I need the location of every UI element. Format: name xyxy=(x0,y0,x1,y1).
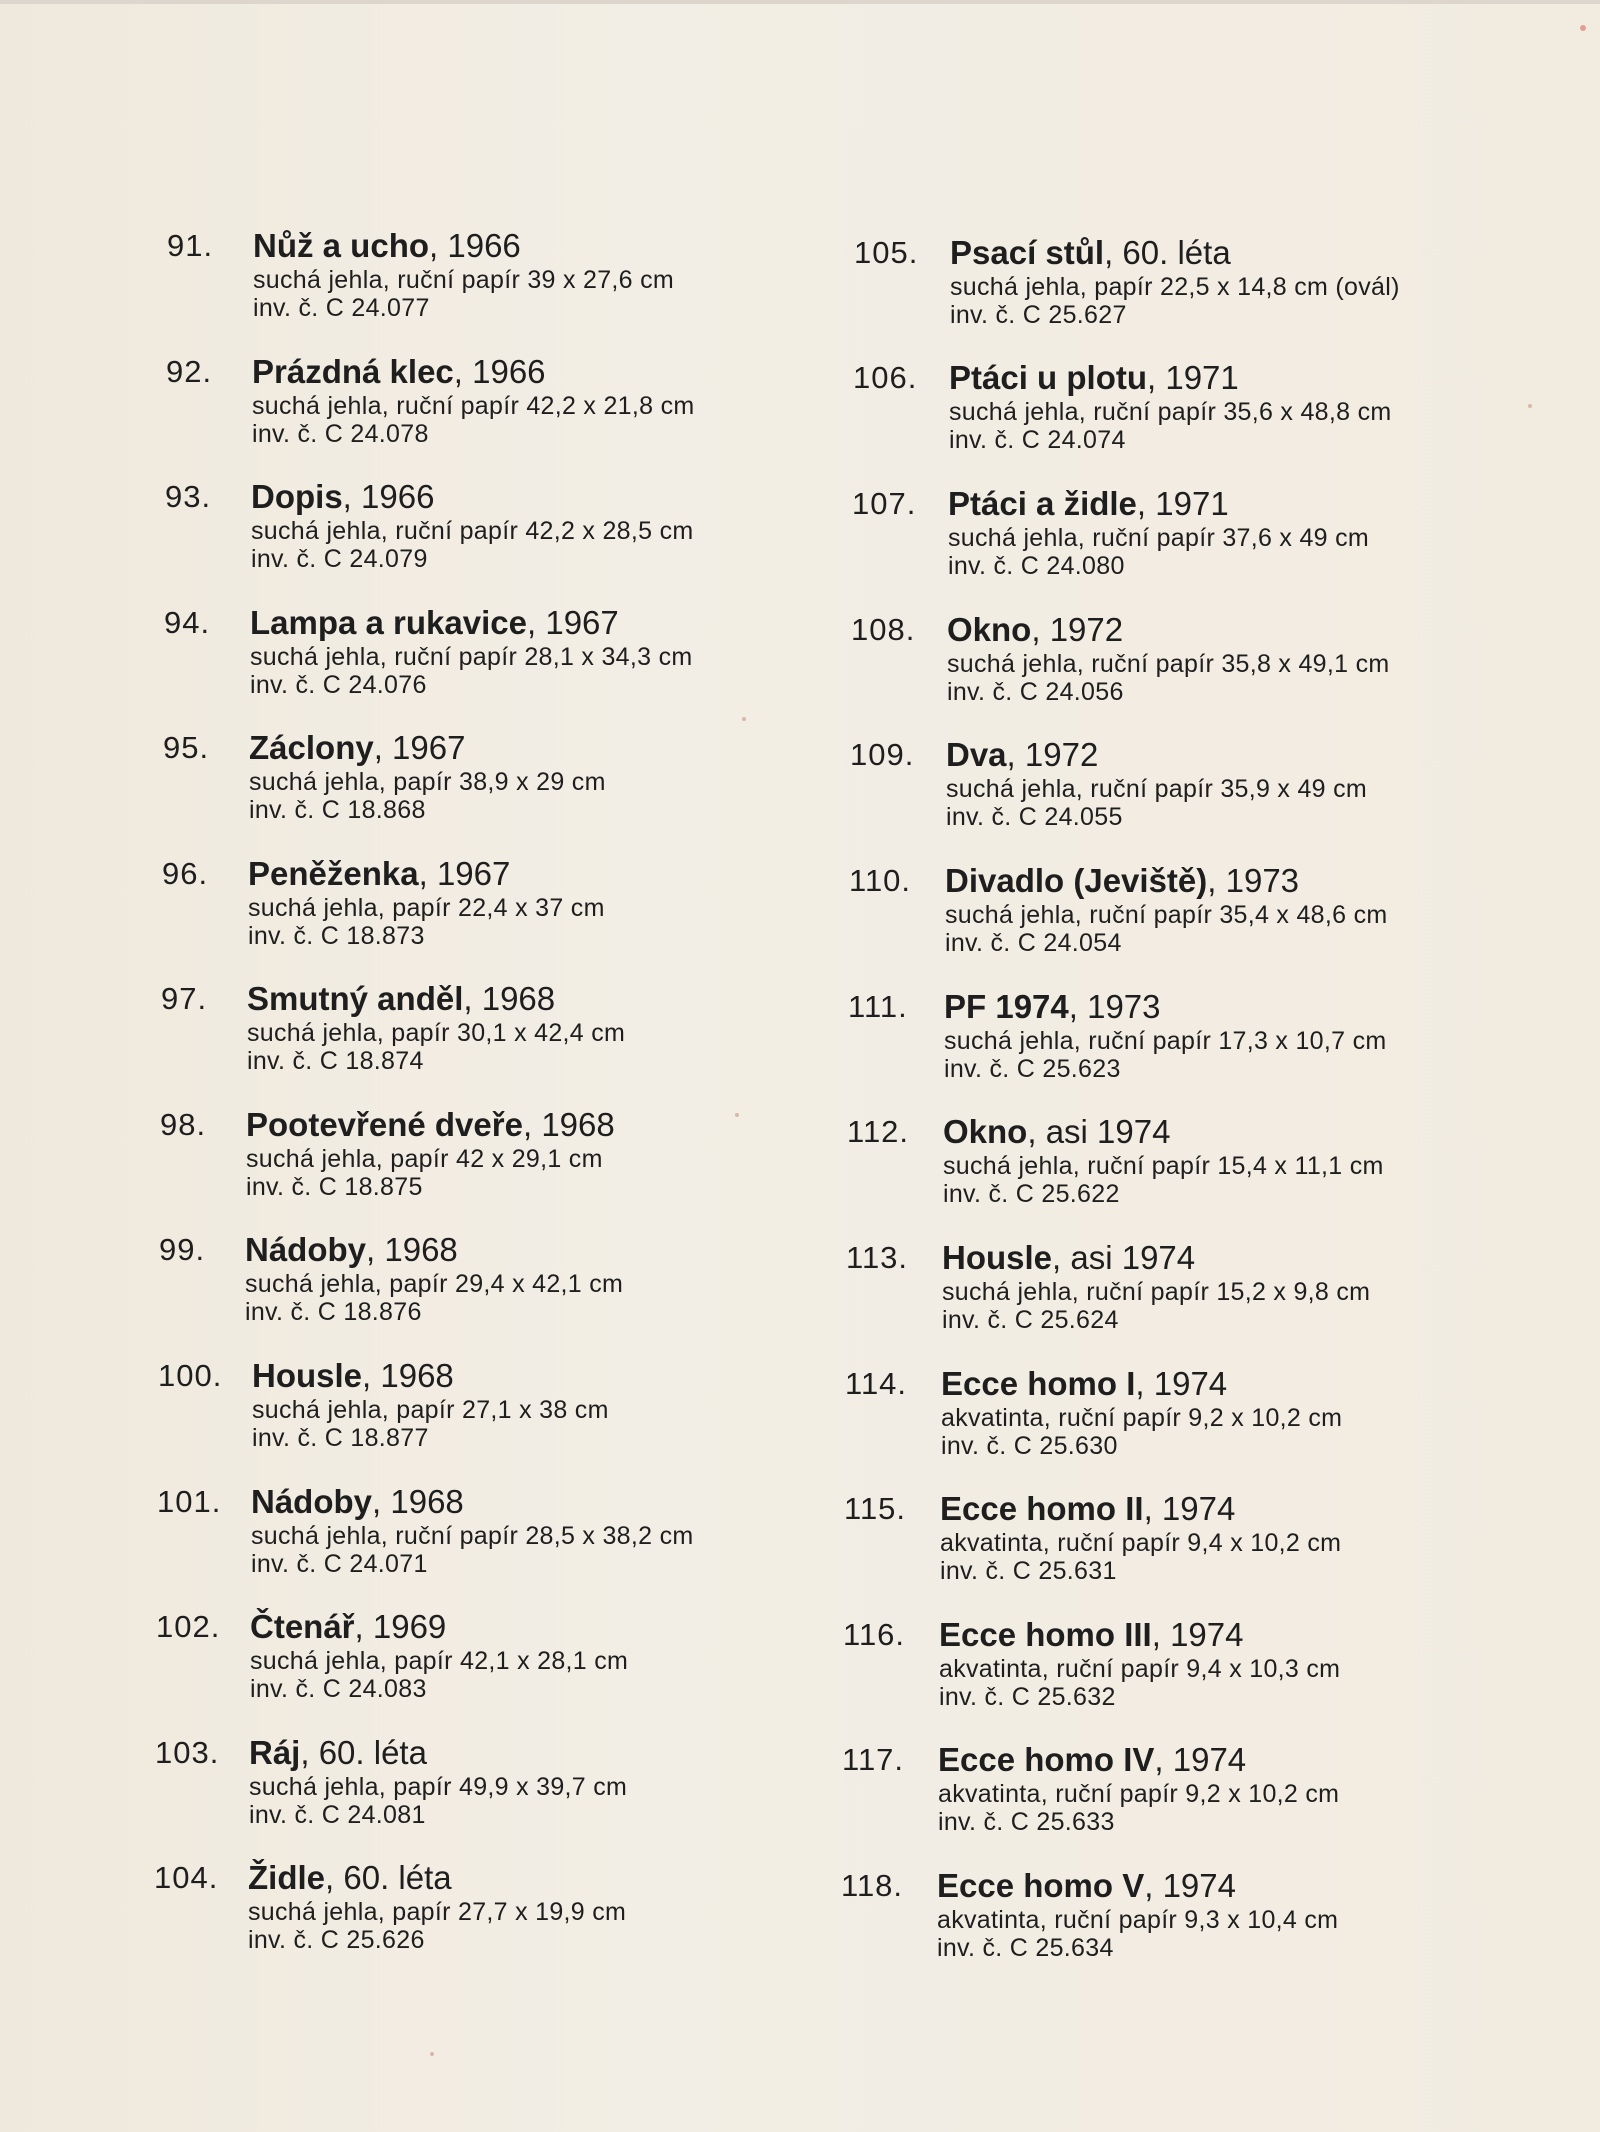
entry-medium: suchá jehla, papír 29,4 x 42,1 cm xyxy=(245,1270,624,1298)
entry-medium: suchá jehla, ruční papír 42,2 x 28,5 cm xyxy=(251,517,694,545)
entry-medium: akvatinta, ruční papír 9,3 x 10,4 cm xyxy=(937,1906,1339,1934)
entry-number: 105. xyxy=(854,235,919,270)
entry-medium: suchá jehla, ruční papír 37,6 x 49 cm xyxy=(948,524,1370,552)
paper-speck xyxy=(735,1113,739,1117)
entry-inventory: inv. č. C 25.630 xyxy=(941,1432,1118,1460)
entry-date: 1967 xyxy=(545,604,619,641)
entry-number: 99. xyxy=(159,1232,206,1267)
entry-date: 60. léta xyxy=(343,1859,452,1896)
entry-medium: akvatinta, ruční papír 9,4 x 10,2 cm xyxy=(940,1529,1342,1557)
entry-number: 98. xyxy=(160,1107,207,1142)
entry-date: 1968 xyxy=(541,1106,615,1143)
entry-date: 1968 xyxy=(384,1231,458,1268)
entry-title: Smutný anděl xyxy=(247,980,464,1017)
entry-number: 110. xyxy=(849,863,912,898)
entry-number: 91. xyxy=(167,228,214,263)
entry-title: Ptáci a židle xyxy=(948,485,1137,522)
entry-number: 94. xyxy=(164,605,211,640)
entry-title: Housle xyxy=(942,1239,1053,1276)
entry-title: Pootevřené dveře xyxy=(246,1106,523,1143)
entry-title: Nůž a ucho xyxy=(253,227,430,264)
entry-number: 108. xyxy=(851,612,916,647)
page-top-edge xyxy=(0,0,1600,4)
entry-medium: suchá jehla, papír 42 x 29,1 cm xyxy=(246,1145,603,1173)
entry-number: 100. xyxy=(158,1358,223,1393)
entry-inventory: inv. č. C 24.056 xyxy=(947,678,1124,706)
entry-title: Ecce homo IV xyxy=(938,1741,1155,1778)
catalog-page: 91. Nůž a ucho, 1966 suchá jehla, ruční papír 39 x 27,6 cm inv. č. C 24.077 92. Prázdná klec, 1966 suchá jehla, ruční papír 42,2 x 21,8 cm inv. č. C 24.078 93. Dopis, 1966 suchá jehla, ruční papír 42,2 x 28,5 cm inv. č. C 24.079 94. Lampa a rukavice, 1967 suchá jehla, ruční papír 28,1 x 34,3 cm inv. č. C 24.076 95. Záclony, 1967 suchá jehla, papír 38,9 x 29 cm inv. č. C 18.868 96. Peněženka, 1967 suchá jehla, papír 22,4 x 37 cm inv. č. C 18.873 97. Smutný anděl, 1968 suchá jehla, papír 30,1 x 42,4 cm inv. č. C 18.874 98. Pootevřené dveře, 1968 suchá jehla, papír 42 x 29,1 cm inv. č. C 18.875 99. Nádoby, 1968 suchá jehla, papír 29,4 x 42,1 cm inv. č. C 18.876 100. Housle, 1968 suchá jehla, papír 27,1 x 38 cm inv. č. C 18.877 101. Nádoby, 1968 suchá jehla, ruční papír 28,5 x 38,2 cm inv. č. C 24.071 102. Čtenář, 1969 suchá jehla, papír 42,1 x 28,1 cm inv. č. C 24.083 103. Ráj, 60. léta suchá jehla, papír 49,9 x 39,7 cm inv. č. C 24.081 104. Židle, 60. léta suchá jehla, papír 27,7 x 19,9 cm inv. č. C 25.626 105. Psací stůl, 60. léta suchá jehla, papír 22,5 x 14,8 cm (ovál) inv. č. C 25.627 106. Ptáci u plotu, 1971 suchá jehla, ruční papír 35,6 x 48,8 cm inv. č. C 24.074 107. Ptáci a židle, 1971 suchá jehla, ruční papír 37,6 x 49 cm inv. č. C 24.080 108. Okno, 1972 suchá jehla, ruční papír 35,8 x 49,1 cm inv. č. C 24.056 109. Dva, 1972 suchá jehla, ruční papír 35,9 x 49 cm inv. č. C 24.055 110. Divadlo (Jeviště), 1973 suchá jehla, ruční papír 35,4 x 48,6 cm inv. č. C 24.054 111. PF 1974, 1973 suchá jehla, ruční papír 17,3 x 10,7 cm inv. č. C 25.623 112. Okno, asi 1974 suchá jehla, ruční papír 15,4 x 11,1 cm inv. č. C 25.622 113. Housle, asi 1974 suchá jehla, ruční papír 15,2 x 9,8 cm inv. č. C 25.624 114. Ecce homo I, 1974 akvatinta, ruční papír 9,2 x 10,2 cm inv. č. C 25.630 115. Ecce homo II, 1974 akvatinta, ruční papír 9,4 x 10,2 cm inv. č. C 25.631 116. Ecce homo III, 1974 akvatinta, ruční papír 9,4 x 10,3 cm inv. č. C 25.632 117. Ecce homo IV, 1974 akvatinta, ruční papír 9,2 x 10,2 cm inv. č. C 25.633 118. Ecce homo V, 1974 akvatinta, ruční papír 9,3 x 10,4 cm inv. č. C 25.634 xyxy=(0,0,1600,2132)
entry-date: 1967 xyxy=(392,729,466,766)
entry-date: 1968 xyxy=(481,980,556,1017)
entry-inventory: inv. č. C 24.078 xyxy=(252,420,429,448)
entry-date: 1974 xyxy=(1172,1741,1247,1778)
paper-speck xyxy=(1580,25,1586,31)
entry-date: asi 1974 xyxy=(1070,1239,1196,1276)
entry-medium: suchá jehla, ruční papír 42,2 x 21,8 cm xyxy=(252,392,695,420)
entry-medium: suchá jehla, papír 49,9 x 39,7 cm xyxy=(249,1773,628,1801)
entry-date: 1967 xyxy=(436,855,511,892)
entry-date: 1971 xyxy=(1165,359,1239,396)
entry-number: 103. xyxy=(155,1735,220,1770)
entry-inventory: inv. č. C 24.083 xyxy=(250,1675,427,1703)
entry-inventory: inv. č. C 25.632 xyxy=(939,1683,1116,1711)
entry-medium: suchá jehla, ruční papír 35,8 x 49,1 cm xyxy=(947,650,1390,678)
entry-inventory: inv. č. C 25.624 xyxy=(942,1306,1119,1334)
entry-medium: suchá jehla, papír 38,9 x 29 cm xyxy=(249,768,606,796)
entry-date: 1971 xyxy=(1155,485,1229,522)
entry-date: 1973 xyxy=(1087,988,1161,1025)
entry-date: asi 1974 xyxy=(1045,1113,1171,1150)
entry-title: Prázdná klec xyxy=(252,353,454,390)
entry-medium: suchá jehla, ruční papír 28,1 x 34,3 cm xyxy=(250,643,693,671)
entry-title: Ráj xyxy=(249,1734,301,1771)
entry-title: Ecce homo III xyxy=(939,1616,1152,1653)
entry-number: 116. xyxy=(843,1617,906,1652)
entry-date: 1966 xyxy=(361,478,435,515)
entry-inventory: inv. č. C 18.877 xyxy=(252,1424,429,1452)
entry-medium: suchá jehla, papír 42,1 x 28,1 cm xyxy=(250,1647,629,1675)
entry-title: Housle xyxy=(252,1357,363,1394)
entry-medium: suchá jehla, papír 27,7 x 19,9 cm xyxy=(248,1898,627,1926)
entry-date: 60. léta xyxy=(318,1734,427,1771)
entry-date: 1974 xyxy=(1162,1867,1236,1904)
entry-number: 115. xyxy=(844,1491,907,1526)
entry-number: 111. xyxy=(848,989,908,1024)
entry-inventory: inv. č. C 25.631 xyxy=(940,1557,1117,1585)
entry-date: 1966 xyxy=(447,227,521,264)
entry-number: 101. xyxy=(157,1484,222,1519)
entry-inventory: inv. č. C 24.080 xyxy=(948,552,1125,580)
entry-title: Ecce homo I xyxy=(941,1365,1136,1402)
entry-number: 107. xyxy=(852,486,917,521)
entry-title: Židle xyxy=(248,1859,326,1896)
entry-title: Psací stůl xyxy=(950,234,1105,271)
entry-medium: suchá jehla, papír 22,5 x 14,8 cm (ovál) xyxy=(950,273,1400,301)
entry-title: Dopis xyxy=(251,478,343,515)
entry-date: 1972 xyxy=(1049,611,1124,648)
entry-title: Ecce homo V xyxy=(937,1867,1145,1904)
entry-title: Čtenář xyxy=(250,1608,355,1645)
entry-title: Nádoby xyxy=(245,1231,367,1268)
entry-title: PF 1974 xyxy=(944,988,1069,1025)
entry-date: 60. léta xyxy=(1122,234,1231,271)
entry-inventory: inv. č. C 24.081 xyxy=(249,1801,426,1829)
entry-title: Okno xyxy=(947,611,1032,648)
paper-speck xyxy=(1528,404,1532,408)
entry-medium: suchá jehla, ruční papír 28,5 x 38,2 cm xyxy=(251,1522,694,1550)
entry-title: Peněženka xyxy=(248,855,419,892)
entry-medium: akvatinta, ruční papír 9,2 x 10,2 cm xyxy=(938,1780,1340,1808)
entry-number: 113. xyxy=(846,1240,909,1275)
entry-number: 117. xyxy=(842,1742,905,1777)
entry-medium: suchá jehla, ruční papír 35,4 x 48,6 cm xyxy=(945,901,1388,929)
entry-number: 118. xyxy=(841,1868,904,1903)
entry-medium: suchá jehla, papír 30,1 x 42,4 cm xyxy=(247,1019,626,1047)
entry-title: Nádoby xyxy=(251,1483,373,1520)
entry-medium: suchá jehla, ruční papír 15,2 x 9,8 cm xyxy=(942,1278,1371,1306)
entry-title: Ecce homo II xyxy=(940,1490,1144,1527)
entry-number: 95. xyxy=(163,730,210,765)
entry-inventory: inv. č. C 25.626 xyxy=(248,1926,425,1954)
entry-date: 1972 xyxy=(1024,736,1099,773)
paper-speck xyxy=(742,717,746,721)
entry-inventory: inv. č. C 18.873 xyxy=(248,922,425,950)
entry-inventory: inv. č. C 18.876 xyxy=(245,1298,422,1326)
entry-date: 1968 xyxy=(380,1357,454,1394)
entry-number: 104. xyxy=(154,1860,219,1895)
entry-inventory: inv. č. C 25.634 xyxy=(937,1934,1114,1962)
entry-inventory: inv. č. C 24.079 xyxy=(251,545,428,573)
entry-inventory: inv. č. C 18.875 xyxy=(246,1173,423,1201)
entry-medium: suchá jehla, ruční papír 17,3 x 10,7 cm xyxy=(944,1027,1387,1055)
entry-inventory: inv. č. C 24.077 xyxy=(253,294,430,322)
entry-date: 1973 xyxy=(1225,862,1300,899)
entry-inventory: inv. č. C 24.076 xyxy=(250,671,427,699)
entry-date: 1968 xyxy=(390,1483,464,1520)
entry-inventory: inv. č. C 24.074 xyxy=(949,426,1126,454)
entry-inventory: inv. č. C 24.054 xyxy=(945,929,1122,957)
entry-date: 1974 xyxy=(1170,1616,1244,1653)
entry-inventory: inv. č. C 25.627 xyxy=(950,301,1127,329)
entry-date: 1966 xyxy=(472,353,546,390)
entry-medium: suchá jehla, ruční papír 35,6 x 48,8 cm xyxy=(949,398,1392,426)
entry-number: 114. xyxy=(845,1366,908,1401)
entry-number: 106. xyxy=(853,360,918,395)
entry-number: 92. xyxy=(166,354,213,389)
entry-number: 109. xyxy=(850,737,915,772)
entry-number: 102. xyxy=(156,1609,221,1644)
entry-medium: akvatinta, ruční papír 9,4 x 10,3 cm xyxy=(939,1655,1341,1683)
entry-date: 1969 xyxy=(372,1608,447,1645)
entry-number: 97. xyxy=(161,981,208,1016)
entry-title: Ptáci u plotu xyxy=(949,359,1147,396)
entry-number: 112. xyxy=(847,1114,910,1149)
entry-inventory: inv. č. C 25.633 xyxy=(938,1808,1115,1836)
entry-inventory: inv. č. C 24.071 xyxy=(251,1550,428,1578)
entry-medium: suchá jehla, papír 27,1 x 38 cm xyxy=(252,1396,609,1424)
entry-number: 96. xyxy=(162,856,209,891)
entry-title: Záclony xyxy=(249,729,374,766)
entry-number: 93. xyxy=(165,479,212,514)
entry-inventory: inv. č. C 25.622 xyxy=(943,1180,1120,1208)
entry-inventory: inv. č. C 24.055 xyxy=(946,803,1123,831)
entry-medium: suchá jehla, ruční papír 35,9 x 49 cm xyxy=(946,775,1368,803)
entry-medium: suchá jehla, papír 22,4 x 37 cm xyxy=(248,894,605,922)
entry-inventory: inv. č. C 18.868 xyxy=(249,796,426,824)
paper-speck xyxy=(430,2052,434,2056)
entry-date: 1974 xyxy=(1161,1490,1236,1527)
entry-date: 1974 xyxy=(1153,1365,1228,1402)
entry-inventory: inv. č. C 25.623 xyxy=(944,1055,1121,1083)
entry-medium: akvatinta, ruční papír 9,2 x 10,2 cm xyxy=(941,1404,1343,1432)
entry-title: Dva xyxy=(946,736,1007,773)
entry-title: Lampa a rukavice xyxy=(250,604,527,641)
entry-inventory: inv. č. C 18.874 xyxy=(247,1047,424,1075)
entry-title: Divadlo (Jeviště) xyxy=(945,862,1208,899)
entry-medium: suchá jehla, ruční papír 15,4 x 11,1 cm xyxy=(943,1152,1384,1180)
entry-title: Okno xyxy=(943,1113,1028,1150)
entry-medium: suchá jehla, ruční papír 39 x 27,6 cm xyxy=(253,266,675,294)
